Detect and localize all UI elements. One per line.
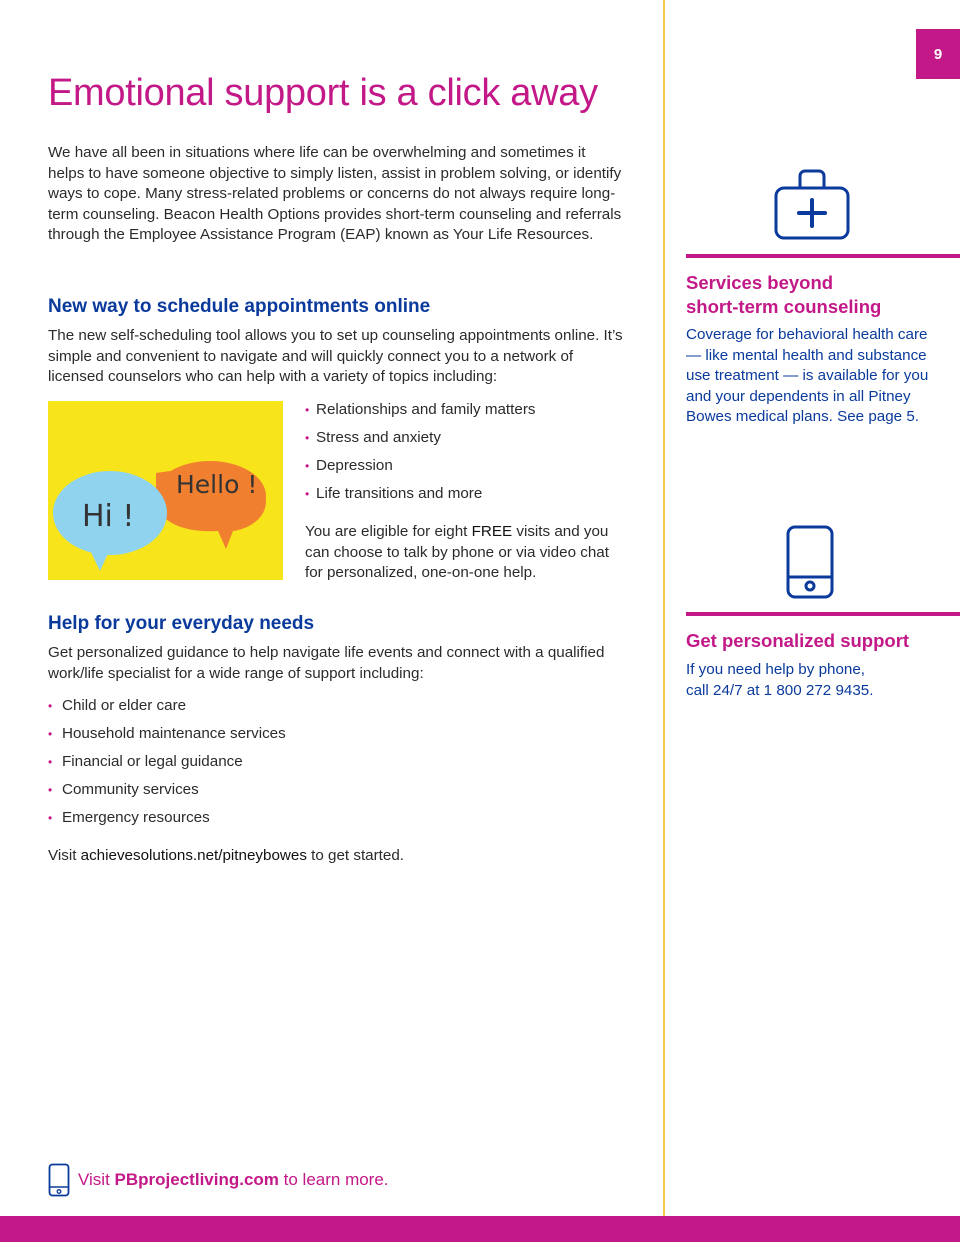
bullet-icon: • — [305, 459, 310, 473]
bullet-icon: • — [305, 431, 310, 445]
list-item: • Child or elder care — [48, 697, 187, 714]
bullet-icon: • — [48, 727, 53, 741]
speech-bubbles-photo — [48, 401, 283, 580]
smartphone-icon — [48, 1163, 70, 1197]
eligibility-paragraph: You are eligible for eight FREE visits and you can choose to talk by phone or via video chat for personalized, one-on-one help. — [305, 523, 609, 582]
services-heading: Services beyond short-term counseling — [686, 272, 882, 317]
list-item: • Stress and anxiety — [305, 429, 441, 446]
bullet-icon: • — [48, 811, 53, 825]
support-list — [48, 696, 286, 836]
list-item: • Relationships and family matters — [305, 401, 536, 418]
bullet-icon: • — [305, 487, 310, 501]
footer-color-bar — [0, 1216, 960, 1242]
column-divider — [663, 0, 665, 1216]
help-paragraph: Get personalized guidance to help navigate life events and connect with a qualified work/life specialist for a wide range of support including: — [48, 644, 605, 682]
svg-text:Hi !: Hi ! — [82, 499, 135, 534]
bullet-icon: • — [48, 699, 53, 713]
page-title: Emotional support is a click away — [48, 72, 598, 114]
list-item: • Community services — [48, 781, 199, 798]
phone-number[interactable]: call 24/7 at 1 800 272 9435. — [686, 681, 874, 699]
bullet-icon: • — [48, 755, 53, 769]
speech-bubbles-icon — [48, 401, 283, 580]
footer-text: Visit PBprojectliving.com to learn more. — [78, 1170, 389, 1189]
bullet-icon: • — [305, 403, 310, 417]
help-heading: Help for your everyday needs — [48, 613, 315, 634]
list-item: • Household maintenance services — [48, 725, 286, 742]
page-number-badge: 9 — [916, 29, 960, 79]
list-item: • Life transitions and more — [305, 485, 483, 502]
services-rule — [686, 254, 960, 258]
first-aid-kit-icon — [774, 168, 850, 240]
schedule-heading: New way to schedule appointments online — [48, 296, 431, 317]
footer-cta — [48, 1163, 389, 1197]
intro-paragraph: We have all been in situations where life can be overwhelming and sometimes it helps to have someone objective to simply listen, assist in problem solving, or identify ways to cope. Many stress-related problems or concerns do not always require long-term counseling. Beacon Health Options provides short-term counseling and referrals through the Employee Assistance Program (EAP) known as Your Life Resources. — [48, 144, 622, 244]
visit-line: Visit achievesolutions.net/pitneybowes to get started. — [48, 847, 405, 864]
list-item: • Financial or legal guidance — [48, 753, 243, 770]
support-paragraph: If you need help by phone, call 24/7 at 1 800 272 9435. — [686, 661, 874, 699]
list-item: • Emergency resources — [48, 809, 210, 826]
schedule-paragraph: The new self-scheduling tool allows you to set up counseling appointments online. It’s simple and convenient to navigate and will quickly connect you to a network of licensed counselors who can help with a variety of topics including: — [48, 327, 623, 386]
smartphone-icon — [786, 525, 834, 599]
support-heading: Get personalized support — [686, 630, 910, 651]
svg-text:Hello !: Hello ! — [176, 470, 258, 499]
pbprojectliving-link[interactable]: PBprojectliving.com — [114, 1170, 279, 1189]
topics-list — [305, 400, 535, 512]
services-paragraph: Coverage for behavioral health care — like mental health and substance use treatment — is available for you and your dependents in all Pitney Bowes medical plans. See page 5. — [686, 326, 929, 426]
support-rule — [686, 612, 960, 616]
achievesolutions-link[interactable]: achievesolutions.net/pitneybowes — [80, 847, 307, 864]
bullet-icon: • — [48, 783, 53, 797]
list-item: • Depression — [305, 457, 393, 474]
